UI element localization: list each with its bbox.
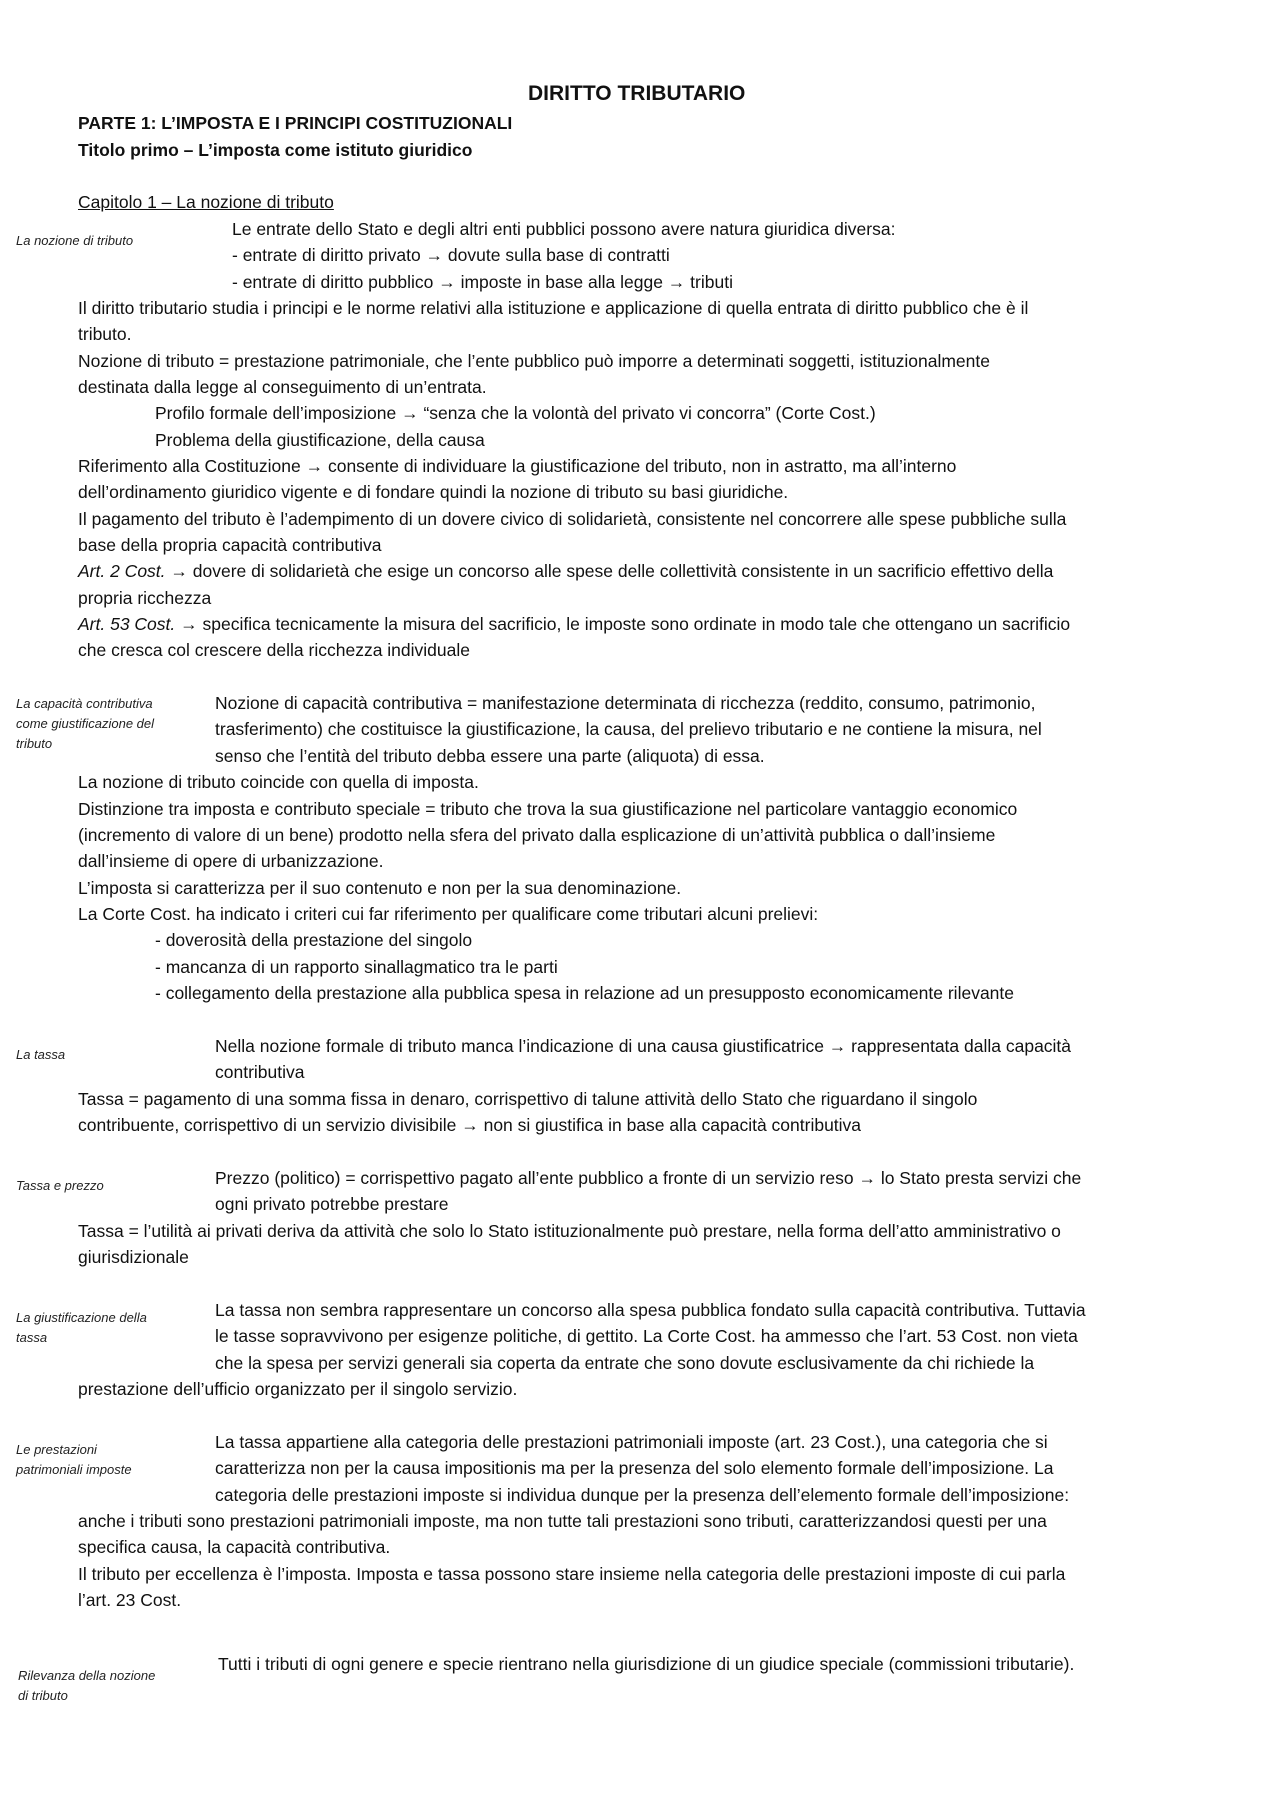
margin-note-giustificazione: tassa — [16, 1330, 48, 1345]
text-line: Tutti i tributi di ogni genere e specie rientrano nella giurisdizione di un giudice speciale (commissioni tributarie). — [218, 1654, 1075, 1674]
article-ref: Art. 2 Cost. — [78, 561, 166, 581]
text-line: tributo. — [78, 324, 132, 344]
text-line: l’art. 23 Cost. — [78, 1590, 182, 1610]
text-line: Il diritto tributario studia i principi e le norme relativi alla istituzione e applicazione di quella entrata di diritto pubblico che è il — [78, 298, 1029, 318]
margin-note-capacita: tributo — [16, 736, 53, 751]
margin-note-tassa: La tassa — [16, 1047, 66, 1062]
list-item: - doverosità della prestazione del singolo — [155, 930, 473, 950]
margin-note-capacita: La capacità contributiva — [16, 696, 153, 711]
text-line: Problema della giustificazione, della causa — [155, 430, 485, 450]
text-line: Profilo formale dell’imposizione → “senza che la volontà del privato vi concorra” (Corte Cost.) — [155, 403, 876, 423]
text-line: Le entrate dello Stato e degli altri enti pubblici possono avere natura giuridica diversa: — [232, 219, 896, 239]
text-line: La tassa non sembra rappresentare un concorso alla spesa pubblica fondato sulla capacità contributiva. Tuttavia — [215, 1300, 1086, 1320]
text-line: Tassa = pagamento di una somma fissa in denaro, corrispettivo di talune attività dello Stato che riguardano il singolo — [78, 1089, 978, 1109]
text-line — [78, 560, 1053, 582]
part-heading: PARTE 1: L’IMPOSTA E I PRINCIPI COSTITUZIONALI — [78, 113, 513, 133]
text-line: caratterizza non per la causa impositionis ma per la presenza del solo elemento formale dell’imposizione. La — [215, 1458, 1054, 1478]
text-line: Il pagamento del tributo è l’adempimento di un dovere civico di solidarietà, consistente nel concorrere alle spese pubbliche sulla — [78, 509, 1067, 529]
text-line: giurisdizionale — [78, 1247, 189, 1267]
text-line: La nozione di tributo coincide con quella di imposta. — [78, 772, 479, 792]
text-line: Riferimento alla Costituzione → consente di individuare la giustificazione del tributo, non in astratto, ma all’interno — [78, 456, 957, 476]
text-line: - entrate di diritto privato → dovute sulla base di contratti — [232, 245, 670, 265]
text-line: specifica causa, la capacità contributiva. — [78, 1537, 391, 1557]
text-line: - entrate di diritto pubblico → imposte in base alla legge → tributi — [232, 272, 733, 292]
article-text: → dovere di solidarietà che esige un concorso alle spese delle collettività consistente in un sacrificio effettivo della — [165, 561, 1054, 581]
margin-note-rilevanza: Rilevanza della nozione — [18, 1668, 156, 1683]
text-line: La Corte Cost. ha indicato i criteri cui far riferimento per qualificare come tributari alcuni prelievi: — [78, 904, 819, 924]
text-line: La tassa appartiene alla categoria delle prestazioni patrimoniali imposte (art. 23 Cost.), una categoria che si — [215, 1432, 1048, 1452]
text-line: senso che l’entità del tributo debba essere una parte (aliquota) di essa. — [215, 746, 765, 766]
text-line: contribuente, corrispettivo di un servizio divisibile → non si giustifica in base alla capacità contributiva — [78, 1115, 862, 1135]
text-line: che cresca col crescere della ricchezza individuale — [78, 640, 470, 660]
text-line: contributiva — [215, 1062, 305, 1082]
text-line: propria ricchezza — [78, 588, 212, 608]
text-line: dall’insieme di opere di urbanizzazione. — [78, 851, 384, 871]
margin-note-capacita: come giustificazione del — [16, 716, 155, 731]
text-line: Il tributo per eccellenza è l’imposta. Imposta e tassa possono stare insieme nella categoria delle prestazioni imposte di cui parla — [78, 1564, 1066, 1584]
list-item: - mancanza di un rapporto sinallagmatico tra le parti — [155, 957, 558, 977]
margin-note-prestazioni: Le prestazioni — [16, 1442, 97, 1457]
text-line: dell’ordinamento giuridico vigente e di fondare quindi la nozione di tributo su basi giuridiche. — [78, 482, 789, 502]
text-line: destinata dalla legge al conseguimento di un’entrata. — [78, 377, 487, 397]
text-line: che la spesa per servizi generali sia coperta da entrate che sono dovute esclusivamente da chi richiede la — [215, 1353, 1035, 1373]
text-line: Tassa = l’utilità ai privati deriva da attività che solo lo Stato istituzionalmente può prestare, nella forma dell’atto amministrativo o — [78, 1221, 1061, 1241]
text-line: prestazione dell’ufficio organizzato per il singolo servizio. — [78, 1379, 518, 1399]
text-line: Nella nozione formale di tributo manca l’indicazione di una causa giustificatrice → rappresentata dalla capacità — [215, 1036, 1072, 1056]
article-text: → specifica tecnicamente la misura del sacrificio, le imposte sono ordinate in modo tale che ottengano un sacrificio — [175, 614, 1071, 634]
text-line: categoria delle prestazioni imposte si individua dunque per la presenza dell’elemento formale dell’imposizione: — [215, 1485, 1070, 1505]
text-line: ogni privato potrebbe prestare — [215, 1194, 449, 1214]
text-line: Nozione di tributo = prestazione patrimoniale, che l’ente pubblico può imporre a determinati soggetti, istituzionalmente — [78, 351, 990, 371]
margin-note-giustificazione: La giustificazione della — [16, 1310, 147, 1325]
document-title: DIRITTO TRIBUTARIO — [528, 82, 746, 105]
text-line: anche i tributi sono prestazioni patrimoniali imposte, ma non tutte tali prestazioni sono tributi, caratterizzandosi questi per una — [78, 1511, 1047, 1531]
text-line: base della propria capacità contributiva — [78, 535, 382, 555]
list-item: - collegamento della prestazione alla pubblica spesa in relazione ad un presupposto economicamente rilevante — [155, 983, 1015, 1003]
text-line: Prezzo (politico) = corrispettivo pagato all’ente pubblico a fronte di un servizio reso → lo Stato presta servizi che — [215, 1168, 1082, 1188]
title-heading: Titolo primo – L’imposta come istituto giuridico — [78, 140, 473, 160]
margin-note-rilevanza: di tributo — [18, 1688, 68, 1703]
text-line: Distinzione tra imposta e contributo speciale = tributo che trova la sua giustificazione nel particolare vantaggio economico — [78, 799, 1018, 819]
text-line: trasferimento) che costituisce la giustificazione, la causa, del prelievo tributario e ne contiene la misura, nel — [215, 719, 1042, 739]
margin-note-prestazioni: patrimoniali imposte — [16, 1462, 132, 1477]
text-line: L’imposta si caratterizza per il suo contenuto e non per la sua denominazione. — [78, 878, 682, 898]
chapter-heading: Capitolo 1 – La nozione di tributo — [78, 192, 334, 212]
margin-note-tassa-prezzo: Tassa e prezzo — [16, 1178, 104, 1193]
margin-note-nozione: La nozione di tributo — [16, 233, 134, 248]
text-line: Nozione di capacità contributiva = manifestazione determinata di ricchezza (reddito, consumo, patrimonio, — [215, 693, 1036, 713]
text-line: (incremento di valore di un bene) prodotto nella sfera del privato dalla esplicazione di un’attività pubblica o dall’insieme — [78, 825, 996, 845]
text-line — [78, 613, 1070, 635]
text-line: le tasse sopravvivono per esigenze politiche, di gettito. La Corte Cost. ha ammesso che l’art. 53 Cost. non vieta — [215, 1326, 1078, 1346]
article-ref: Art. 53 Cost. — [78, 614, 176, 634]
